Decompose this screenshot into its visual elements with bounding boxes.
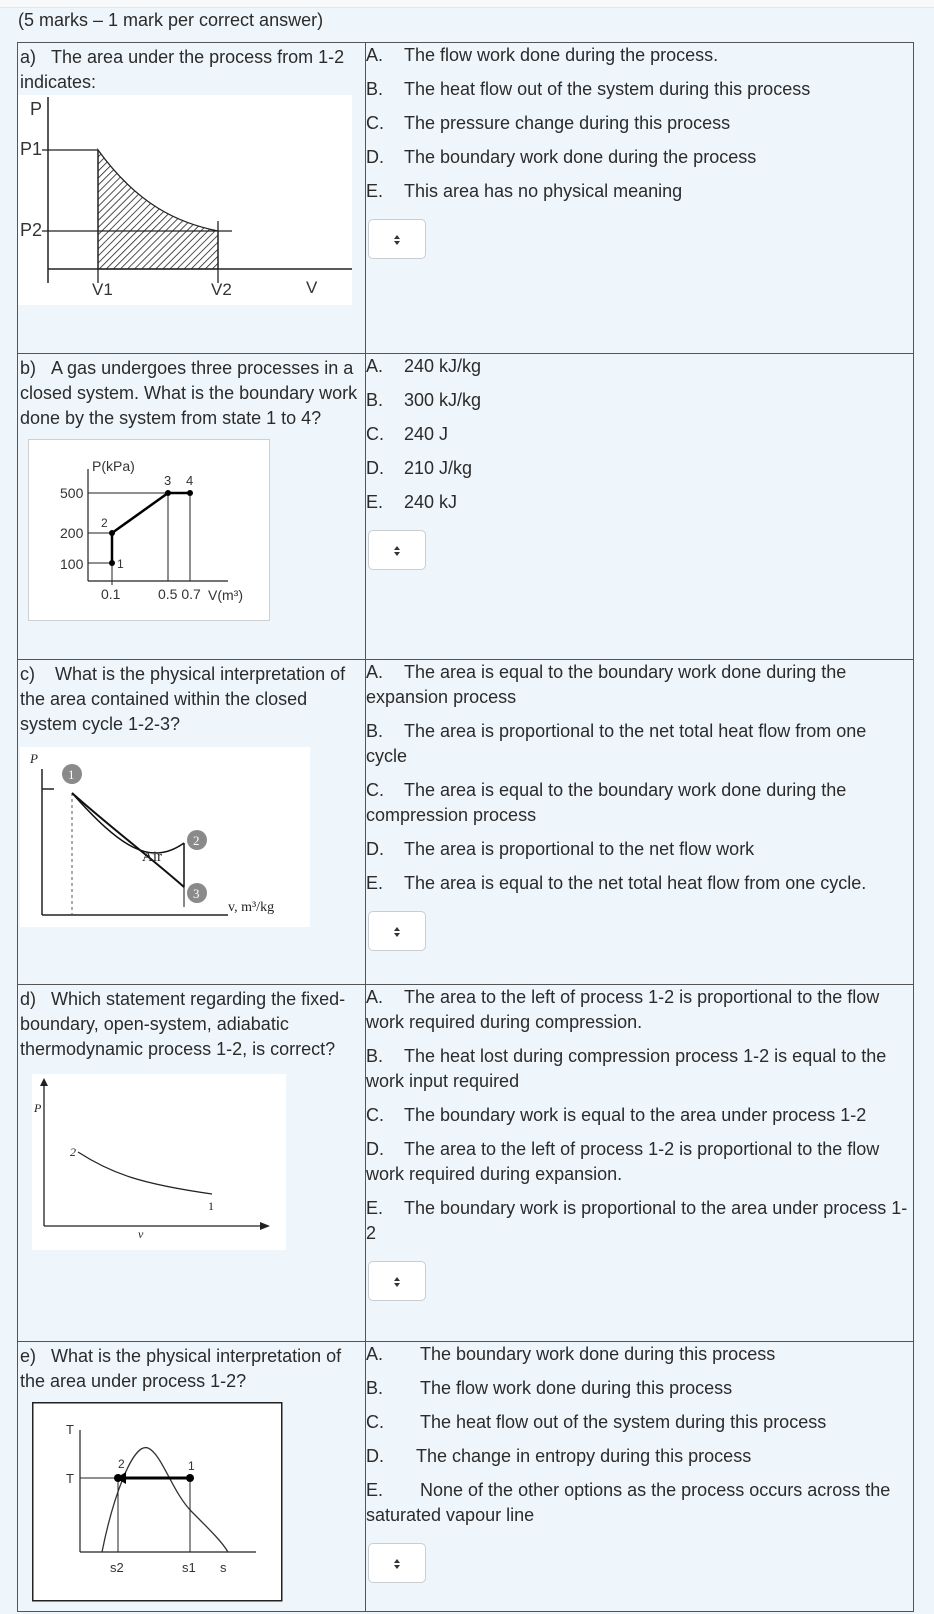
- question-body-e: What is the physical interpretation of the area under process 1-2?: [20, 1346, 342, 1391]
- question-cell-d: [18, 985, 366, 1342]
- option-letter: D.: [366, 147, 384, 167]
- axis-label-p: P: [34, 1101, 42, 1115]
- axis-label-v: V: [306, 278, 318, 297]
- state-2: 2: [193, 833, 200, 848]
- state-1: 1: [208, 1199, 214, 1213]
- option-d-D: [366, 1137, 913, 1187]
- option-text: The pressure change during this process: [404, 113, 731, 133]
- answer-select-b[interactable]: [368, 530, 426, 570]
- state-1: 1: [68, 767, 75, 782]
- state-3: 3: [164, 473, 172, 488]
- option-c-A: [366, 660, 913, 710]
- option-letter: B.: [366, 1378, 384, 1398]
- option-d-B: [366, 1044, 913, 1094]
- axis-label-vm3: V(m³): [208, 587, 243, 603]
- select-arrows-icon: [393, 545, 401, 557]
- select-arrows-icon: [393, 1276, 401, 1288]
- option-text: The flow work done during this process: [420, 1378, 733, 1398]
- option-text: The heat lost during compression process 1-2 is equal to the work input required: [366, 1046, 887, 1091]
- pv-diagram-b: [28, 439, 288, 623]
- option-c-C: [366, 778, 913, 828]
- option-letter: D.: [366, 1446, 384, 1466]
- question-body-d: Which statement regarding the fixed-boundary, open-system, adiabatic thermodynamic process 1-2, is correct?: [20, 989, 346, 1059]
- option-a-E: [366, 179, 913, 204]
- answer-select-e[interactable]: [368, 1543, 426, 1583]
- question-label-b: b): [20, 358, 37, 378]
- option-b-C: [366, 422, 913, 447]
- option-e-C: [366, 1410, 913, 1435]
- answer-cell-b: [366, 354, 914, 660]
- option-letter: E.: [366, 181, 384, 201]
- option-text: 300 kJ/kg: [404, 390, 482, 410]
- option-text: The area is proportional to the net flow work: [404, 839, 755, 859]
- option-text: None of the other options as the process occurs across the saturated vapour line: [366, 1480, 891, 1525]
- axis-label-p: P: [30, 99, 43, 119]
- option-d-C: [366, 1103, 913, 1128]
- option-c-B: [366, 719, 913, 769]
- select-arrows-icon: [393, 234, 401, 246]
- state-1: 1: [188, 1459, 195, 1473]
- ts-diagram-e: [32, 1402, 284, 1602]
- tick-100: 100: [60, 556, 84, 572]
- answer-cell-d: [366, 985, 914, 1342]
- option-letter: B.: [366, 721, 384, 741]
- label-air: Air: [142, 849, 162, 865]
- top-bar: [0, 0, 934, 8]
- pv-diagram-a: [18, 95, 352, 305]
- question-row-e: [18, 1342, 914, 1612]
- tick-500: 500: [60, 485, 84, 501]
- axis-label-v: v, m³/kg: [228, 900, 275, 915]
- option-b-A: [366, 354, 913, 379]
- answer-select-a[interactable]: [368, 219, 426, 259]
- option-e-E: [366, 1478, 913, 1528]
- option-text: The heat flow out of the system during this process: [404, 79, 811, 99]
- question-cell-e: [18, 1342, 366, 1612]
- option-a-A: [366, 43, 913, 68]
- option-letter: C.: [366, 1105, 384, 1125]
- question-label-a: a): [20, 47, 37, 67]
- option-letter: A.: [366, 987, 384, 1007]
- option-text: The boundary work done during this process: [420, 1344, 776, 1364]
- axis-label-pkpa: P(kPa): [92, 458, 135, 474]
- option-text: The boundary work done during the process: [404, 147, 757, 167]
- option-a-C: [366, 111, 913, 136]
- tick-s2: s2: [110, 1560, 124, 1575]
- question-text-d: [18, 985, 365, 1062]
- option-c-D: [366, 837, 913, 862]
- option-letter: D.: [366, 1139, 384, 1159]
- option-e-B: [366, 1376, 913, 1401]
- option-text: 240 kJ/kg: [404, 356, 482, 376]
- question-label-e: e): [20, 1346, 37, 1366]
- answer-cell-c: [366, 660, 914, 985]
- select-arrows-icon: [393, 1558, 401, 1570]
- state-2: 2: [101, 516, 108, 530]
- option-text: The area is equal to the boundary work done during the compression process: [366, 780, 847, 825]
- option-letter: D.: [366, 839, 384, 859]
- option-text: 240 kJ: [404, 492, 458, 512]
- question-row-c: [18, 660, 914, 985]
- option-letter: A.: [366, 1344, 384, 1364]
- option-letter: E.: [366, 1480, 384, 1500]
- option-c-E: [366, 871, 913, 896]
- question-text-c: [18, 660, 365, 737]
- axis-label-s: s: [220, 1560, 227, 1575]
- question-text-e: [18, 1342, 365, 1394]
- option-text: The area is equal to the net total heat flow from one cycle.: [404, 873, 867, 893]
- tick-0.1: 0.1: [101, 586, 121, 602]
- axis-label-v: v: [138, 1227, 144, 1241]
- pv-diagram-c: [20, 747, 310, 927]
- question-body-b: A gas undergoes three processes in a closed system. What is the boundary work done by the system from state 1 to 4?: [20, 358, 358, 428]
- state-3: 3: [193, 886, 200, 901]
- axis-label-p: P: [30, 751, 38, 766]
- state-4: 4: [186, 473, 194, 488]
- tick-0.5-0.7: 0.5 0.7: [158, 586, 201, 602]
- option-e-A: [366, 1342, 913, 1367]
- question-cell-a: [18, 43, 366, 354]
- option-letter: C.: [366, 1412, 384, 1432]
- option-letter: B.: [366, 390, 384, 410]
- question-row-d: [18, 985, 914, 1342]
- option-text: 210 J/kg: [404, 458, 473, 478]
- option-letter: B.: [366, 1046, 384, 1066]
- option-letter: A.: [366, 356, 384, 376]
- option-letter: E.: [366, 1198, 384, 1218]
- option-text: The change in entropy during this process: [416, 1446, 752, 1466]
- label-t-level: T: [66, 1471, 74, 1486]
- option-letter: E.: [366, 873, 384, 893]
- option-letter: E.: [366, 492, 384, 512]
- option-d-E: [366, 1196, 913, 1246]
- option-text: The area to the left of process 1-2 is proportional to the flow work required during compression.: [366, 987, 880, 1032]
- quiz-table: [17, 42, 914, 1612]
- question-row-a: [18, 43, 914, 354]
- question-cell-c: [18, 660, 366, 985]
- option-letter: A.: [366, 45, 384, 65]
- label-p1: P1: [20, 139, 43, 159]
- pv-diagram-d: [32, 1074, 286, 1250]
- option-text: The area is proportional to the net total heat flow from one cycle: [366, 721, 867, 766]
- label-p2: P2: [20, 220, 43, 240]
- marks-note: (5 marks – 1 mark per correct answer): [18, 10, 324, 30]
- state-2: 2: [118, 1457, 125, 1471]
- option-letter: C.: [366, 113, 384, 133]
- state-2: 2: [70, 1145, 76, 1159]
- answer-select-d[interactable]: [368, 1261, 426, 1301]
- option-text: 240 J: [404, 424, 449, 444]
- option-b-B: [366, 388, 913, 413]
- select-arrows-icon: [393, 926, 401, 938]
- option-text: The boundary work is equal to the area under process 1-2: [404, 1105, 867, 1125]
- label-v2: V2: [211, 280, 232, 299]
- question-label-d: d): [20, 989, 37, 1009]
- option-b-D: [366, 456, 913, 481]
- tick-s1: s1: [182, 1560, 196, 1575]
- question-text-a: [18, 43, 365, 95]
- answer-cell-e: [366, 1342, 914, 1612]
- question-body-a: The area under the process from 1-2 indicates:: [20, 47, 345, 92]
- tick-200: 200: [60, 525, 84, 541]
- option-text: The area is equal to the boundary work done during the expansion process: [366, 662, 847, 707]
- label-v1: V1: [92, 280, 113, 299]
- option-text: The boundary work is proportional to the area under process 1-2: [366, 1198, 908, 1243]
- option-letter: A.: [366, 662, 384, 682]
- option-letter: B.: [366, 79, 384, 99]
- option-text: The flow work done during the process.: [404, 45, 719, 65]
- option-a-B: [366, 77, 913, 102]
- option-b-E: [366, 490, 913, 515]
- option-d-A: [366, 985, 913, 1035]
- question-body-c: What is the physical interpretation of the area contained within the closed system cycle 1-2-3?: [20, 664, 346, 734]
- option-text: The heat flow out of the system during this process: [420, 1412, 827, 1432]
- option-e-D: [366, 1444, 913, 1469]
- question-text-b: [18, 354, 365, 431]
- option-letter: D.: [366, 458, 384, 478]
- question-label-c: c): [20, 664, 35, 684]
- option-text: The area to the left of process 1-2 is proportional to the flow work required during expansion.: [366, 1139, 880, 1184]
- axis-label-t: T: [66, 1422, 74, 1437]
- option-a-D: [366, 145, 913, 170]
- option-letter: C.: [366, 424, 384, 444]
- question-row-b: [18, 354, 914, 660]
- answer-select-c[interactable]: [368, 911, 426, 951]
- option-text: This area has no physical meaning: [404, 181, 683, 201]
- option-letter: C.: [366, 780, 384, 800]
- question-cell-b: [18, 354, 366, 660]
- state-1: 1: [117, 557, 124, 571]
- answer-cell-a: [366, 43, 914, 354]
